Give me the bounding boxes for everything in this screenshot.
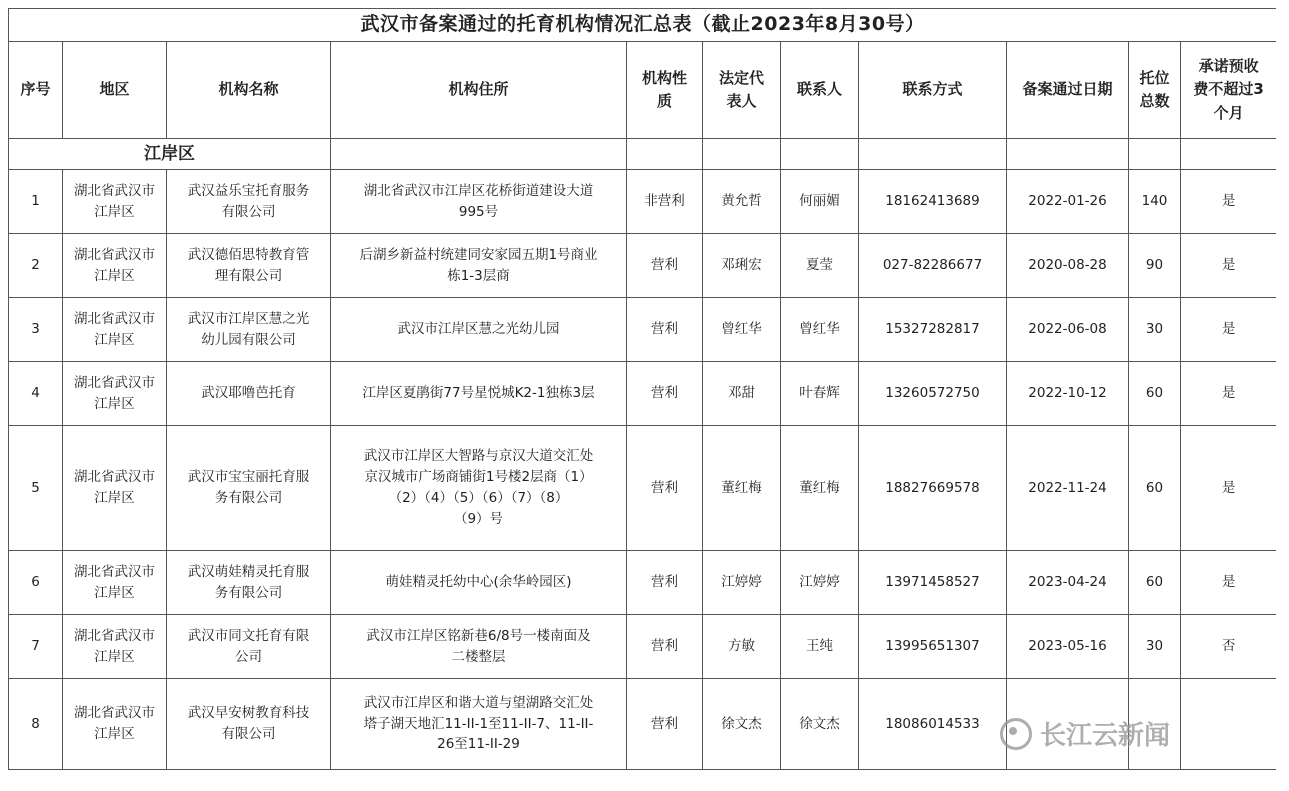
header-nature [627,42,703,139]
cell-date: 2022-01-26 [1007,170,1129,234]
district-empty-cell [1129,139,1181,170]
summary-sheet [8,8,1276,791]
cell-promise: 是 [1181,426,1277,551]
cell-address-line: 995号 [458,203,499,220]
cell-promise [1181,679,1277,770]
cell-region-line: 江岸区 [94,648,135,665]
table-title: 武汉市备案通过的托育机构情况汇总表（截止2023年8月30号） [9,9,1277,42]
cell-name-line: 有限公司 [221,726,276,742]
cell-name-line: 武汉市宝宝丽托育服 [187,469,310,486]
cell-name [167,362,331,426]
cell-name-line: 武汉市同文托育有限 [187,627,310,644]
cell-address-line: 京汉城市广场商铺街1号楼2层商（1） [364,469,593,486]
cell-seq: 8 [9,679,63,770]
cell-capacity: 90 [1129,234,1181,298]
table-row [9,234,1277,298]
cell-nature: 营利 [627,426,703,551]
district-row [9,139,1277,170]
cell-address [331,679,627,770]
cell-address-line: 26至11-II-29 [437,736,520,753]
cell-promise: 否 [1181,615,1277,679]
cell-promise: 是 [1181,551,1277,615]
cell-address-line: 武汉市江岸区铭新巷6/8号一楼南面及 [366,627,591,644]
cell-seq: 1 [9,170,63,234]
cell-contact: 何丽媚 [781,170,859,234]
header-rep-line: 表人 [726,92,757,110]
cell-nature: 营利 [627,679,703,770]
cell-date: 2023-04-24 [1007,551,1129,615]
cell-nature: 营利 [627,551,703,615]
cell-rep: 方敏 [703,615,781,679]
cell-phone: 13260572750 [859,362,1007,426]
header-promise-line: 个月 [1213,103,1244,122]
cell-nature: 营利 [627,615,703,679]
header-nature-line: 机构性 [641,68,687,87]
cell-address-line: （2）（4）（5）（6）（7）（8） [388,490,569,506]
cell-capacity: 30 [1129,615,1181,679]
cell-region-line: 湖北省武汉市 [74,469,155,486]
cell-name [167,679,331,770]
title-row [9,9,1277,42]
cell-address-line: 栋1-3层商 [447,267,510,284]
cell-region-line: 江岸区 [94,331,135,348]
header-contact: 联系人 [781,42,859,139]
cell-capacity: 60 [1129,426,1181,551]
cell-nature: 营利 [627,362,703,426]
header-date: 备案通过日期 [1007,42,1129,139]
cell-contact: 王纯 [781,615,859,679]
header-address: 机构住所 [331,42,627,139]
watermark [1000,715,1170,752]
header-rep-line: 法定代 [718,68,764,87]
cell-address-line: 二楼整层 [451,648,506,665]
cell-promise: 是 [1181,170,1277,234]
cell-date: 2022-10-12 [1007,362,1129,426]
cell-rep: 董红梅 [703,426,781,551]
watermark-text: 长江云新闻 [1040,721,1171,751]
cell-phone: 18086014533 [859,679,1007,770]
cell-region-line: 湖北省武汉市 [74,246,155,263]
table-row [9,170,1277,234]
cell-seq: 5 [9,426,63,551]
cell-seq: 4 [9,362,63,426]
cell-phone: 18827669578 [859,426,1007,551]
cell-promise: 是 [1181,298,1277,362]
cell-region-line: 江岸区 [94,584,135,601]
cell-name-line: 武汉益乐宝托育服务 [187,182,310,199]
cell-capacity: 30 [1129,298,1181,362]
cell-address-line: 湖北省武汉市江岸区花桥街道建设大道 [363,182,594,199]
cell-phone: 13995651307 [859,615,1007,679]
cell-date: 2022-11-24 [1007,426,1129,551]
cell-name [167,170,331,234]
cell-contact: 叶春辉 [781,362,859,426]
cell-region [63,298,167,362]
cell-name-line: 武汉德佰思特教育管 [187,246,310,263]
district-empty-cell [627,139,703,170]
cell-name-line: 武汉早安树教育科技 [187,705,310,722]
cell-region [63,170,167,234]
cell-rep: 邓琍宏 [703,234,781,298]
cell-name-line: 幼儿园有限公司 [201,331,296,348]
table-row [9,615,1277,679]
cell-address-line: 江岸区夏鹃街77号星悦城K2-1独栋3层 [362,385,595,402]
header-capacity-line: 托位 [1139,68,1170,87]
cell-address [331,551,627,615]
cell-name-line: 务有限公司 [214,584,283,601]
cell-region-line: 江岸区 [94,726,135,742]
cell-rep: 邓甜 [703,362,781,426]
cell-region-line: 江岸区 [94,395,135,412]
header-capacity-line: 总数 [1139,92,1170,110]
cell-region [63,234,167,298]
cell-name [167,234,331,298]
cell-name-line: 理有限公司 [214,267,283,284]
cell-region [63,615,167,679]
cell-address [331,298,627,362]
watermark-logo-icon [1000,718,1032,750]
cell-seq: 6 [9,551,63,615]
cell-name [167,426,331,551]
cell-name [167,298,331,362]
cell-address [331,362,627,426]
cell-rep: 徐文杰 [703,679,781,770]
district-label: 江岸区 [9,139,331,170]
cell-region-line: 江岸区 [94,490,135,506]
cell-date: 2022-06-08 [1007,298,1129,362]
header-name: 机构名称 [167,42,331,139]
cell-phone: 027-82286677 [859,234,1007,298]
cell-contact: 夏莹 [781,234,859,298]
cell-address [331,170,627,234]
cell-region-line: 湖北省武汉市 [74,705,155,722]
summary-table [8,8,1276,770]
cell-address [331,234,627,298]
cell-capacity: 60 [1129,551,1181,615]
cell-name-line: 有限公司 [221,203,276,220]
cell-rep: 江婷婷 [703,551,781,615]
cell-region [63,362,167,426]
header-rep [703,42,781,139]
cell-contact: 徐文杰 [781,679,859,770]
cell-region [63,679,167,770]
header-capacity [1129,42,1181,139]
cell-name-line: 公司 [235,648,262,665]
cell-promise: 是 [1181,234,1277,298]
cell-region [63,551,167,615]
cell-contact: 江婷婷 [781,551,859,615]
cell-phone: 18162413689 [859,170,1007,234]
cell-name-line: 武汉市江岸区慧之光 [187,310,310,327]
cell-name-line: 武汉萌娃精灵托育服 [187,563,310,580]
header-row [9,42,1277,139]
cell-phone: 13971458527 [859,551,1007,615]
cell-nature: 营利 [627,298,703,362]
cell-date: 2020-08-28 [1007,234,1129,298]
cell-rep: 黄允哲 [703,170,781,234]
district-empty-cell [1181,139,1277,170]
cell-name [167,615,331,679]
cell-address-line: 后湖乡新益村统建同安家园五期1号商业 [359,246,598,263]
district-empty-cell [781,139,859,170]
table-row [9,298,1277,362]
table-row [9,551,1277,615]
cell-phone: 15327282817 [859,298,1007,362]
cell-region-line: 江岸区 [94,203,135,220]
cell-contact: 董红梅 [781,426,859,551]
cell-region-line: 湖北省武汉市 [74,374,155,391]
header-promise-line: 承诺预收 [1198,57,1259,76]
district-empty-cell [859,139,1007,170]
cell-nature: 非营利 [627,170,703,234]
cell-seq: 7 [9,615,63,679]
cell-rep: 曾红华 [703,298,781,362]
header-promise [1181,42,1277,139]
cell-region-line: 湖北省武汉市 [74,627,155,644]
header-region: 地区 [63,42,167,139]
cell-promise: 是 [1181,362,1277,426]
cell-address-line: 萌娃精灵托幼中心(余华岭园区) [385,574,572,591]
cell-region [63,426,167,551]
header-promise-line: 费不超过3 [1193,80,1264,99]
cell-nature: 营利 [627,234,703,298]
cell-capacity: 140 [1129,170,1181,234]
cell-address [331,426,627,551]
header-phone: 联系方式 [859,42,1007,139]
cell-name-line: 务有限公司 [214,490,283,506]
cell-name [167,551,331,615]
cell-seq: 2 [9,234,63,298]
cell-contact: 曾红华 [781,298,859,362]
cell-capacity: 60 [1129,362,1181,426]
table-row [9,426,1277,551]
header-nature-line: 质 [656,92,672,110]
district-empty-cell [1007,139,1129,170]
cell-region-line: 湖北省武汉市 [74,563,155,580]
cell-seq: 3 [9,298,63,362]
cell-address [331,615,627,679]
cell-address-line: 塔子湖天地汇11-II-1至11-II-7、11-II- [363,715,594,732]
cell-date: 2023-05-16 [1007,615,1129,679]
district-empty-cell [331,139,627,170]
table-row [9,362,1277,426]
header-seq: 序号 [9,42,63,139]
cell-region-line: 湖北省武汉市 [74,182,155,199]
cell-region-line: 江岸区 [94,267,135,284]
cell-region-line: 湖北省武汉市 [74,310,155,327]
district-empty-cell [703,139,781,170]
cell-name-line: 武汉耶噜芭托育 [201,385,296,402]
cell-address-line: 武汉市江岸区大智路与京汉大道交汇处 [363,448,594,465]
cell-address-line: 武汉市江岸区和谐大道与望湖路交汇处 [363,694,594,711]
cell-address-line: （9）号 [453,510,504,527]
cell-address-line: 武汉市江岸区慧之光幼儿园 [397,321,560,338]
